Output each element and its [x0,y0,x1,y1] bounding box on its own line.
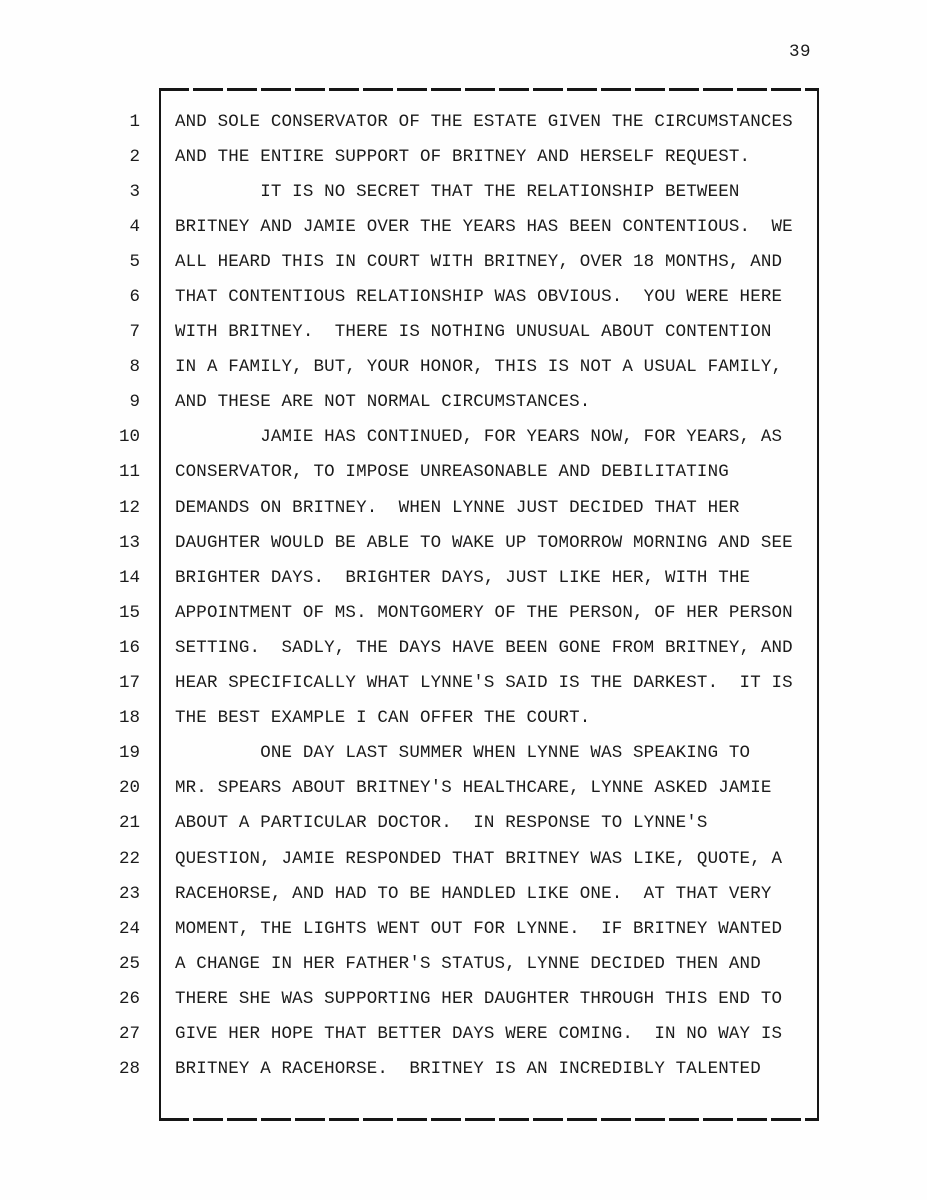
line-text: ONE DAY LAST SUMMER WHEN LYNNE WAS SPEAKING TO [175,743,751,764]
transcript-line [96,385,856,420]
line-text: BRITNEY AND JAMIE OVER THE YEARS HAS BEEN CONTENTIOUS. WE [175,216,793,237]
line-text: SETTING. SADLY, THE DAYS HAVE BEEN GONE FROM BRITNEY, AND [175,637,793,658]
transcript-line [96,104,856,139]
transcript-line [96,876,856,911]
line-text: IT IS NO SECRET THAT THE RELATIONSHIP BETWEEN [175,181,740,202]
transcript-line [96,806,856,841]
line-number: 10 [118,427,140,448]
box-bottom-rule [159,1118,819,1121]
line-text: MR. SPEARS ABOUT BRITNEY'S HEALTHCARE, LYNNE ASKED JAMIE [175,778,772,799]
line-text: BRIGHTER DAYS. BRIGHTER DAYS, JUST LIKE HER, WITH THE [175,567,751,588]
line-text: APPOINTMENT OF MS. MONTGOMERY OF THE PERSON, OF HER PERSON [175,602,793,623]
transcript-line [96,841,856,876]
line-number: 17 [118,673,140,694]
line-number: 8 [129,357,140,378]
line-number: 7 [129,322,140,343]
transcript-line [96,279,856,314]
line-number: 22 [118,848,140,869]
line-text: DEMANDS ON BRITNEY. WHEN LYNNE JUST DECIDED THAT HER [175,497,740,518]
page-number: 39 [788,42,811,62]
line-number: 13 [118,532,140,553]
transcript-line [96,139,856,174]
line-number: 28 [118,1059,140,1080]
transcript-line [96,525,856,560]
transcript-line [96,1016,856,1051]
line-number: 9 [129,392,140,413]
line-text: BRITNEY A RACEHORSE. BRITNEY IS AN INCREDIBLY TALENTED [175,1059,761,1080]
line-text: RACEHORSE, AND HAD TO BE HANDLED LIKE ONE. AT THAT VERY [175,883,772,904]
transcript-line [96,315,856,350]
line-number: 24 [118,918,140,939]
line-text: DAUGHTER WOULD BE ABLE TO WAKE UP TOMORROW MORNING AND SEE [175,532,793,553]
transcript-line [96,595,856,630]
line-text: GIVE HER HOPE THAT BETTER DAYS WERE COMING. IN NO WAY IS [175,1023,783,1044]
line-number: 14 [118,567,140,588]
line-number: 23 [118,883,140,904]
transcript-line [96,350,856,385]
line-text: CONSERVATOR, TO IMPOSE UNREASONABLE AND DEBILITATING [175,462,729,483]
line-text: QUESTION, JAMIE RESPONDED THAT BRITNEY WAS LIKE, QUOTE, A [175,848,783,869]
line-number: 3 [129,181,140,202]
line-number: 5 [129,251,140,272]
transcript-line [96,209,856,244]
line-text: A CHANGE IN HER FATHER'S STATUS, LYNNE DECIDED THEN AND [175,953,761,974]
transcript-line [96,174,856,209]
transcript-line [96,911,856,946]
transcript-line [96,981,856,1016]
transcript-line [96,666,856,701]
transcript-lines [96,104,856,1087]
line-text: THAT CONTENTIOUS RELATIONSHIP WAS OBVIOUS. YOU WERE HERE [175,287,783,308]
transcript-line [96,455,856,490]
line-text: ALL HEARD THIS IN COURT WITH BRITNEY, OVER 18 MONTHS, AND [175,251,783,272]
line-text: THERE SHE WAS SUPPORTING HER DAUGHTER THROUGH THIS END TO [175,988,783,1009]
line-number: 27 [118,1023,140,1044]
line-text: JAMIE HAS CONTINUED, FOR YEARS NOW, FOR YEARS, AS [175,427,783,448]
line-number: 26 [118,988,140,1009]
line-number: 2 [129,146,140,167]
line-text: AND SOLE CONSERVATOR OF THE ESTATE GIVEN THE CIRCUMSTANCES [175,111,793,132]
line-number: 25 [118,953,140,974]
transcript-line [96,244,856,279]
transcript-line [96,771,856,806]
transcript-line [96,630,856,665]
line-number: 4 [129,216,140,237]
line-number: 1 [129,111,140,132]
line-number: 18 [118,708,140,729]
transcript-line [96,946,856,981]
transcript-line [96,701,856,736]
transcript-line [96,1052,856,1087]
line-number: 11 [118,462,140,483]
line-text: AND THESE ARE NOT NORMAL CIRCUMSTANCES. [175,392,591,413]
line-number: 15 [118,602,140,623]
line-text: ABOUT A PARTICULAR DOCTOR. IN RESPONSE TO LYNNE'S [175,813,708,834]
line-text: THE BEST EXAMPLE I CAN OFFER THE COURT. [175,708,591,729]
line-number: 12 [118,497,140,518]
box-top-rule [159,88,819,91]
line-text: IN A FAMILY, BUT, YOUR HONOR, THIS IS NOT A USUAL FAMILY, [175,357,783,378]
line-number: 21 [118,813,140,834]
transcript-line [96,560,856,595]
line-text: HEAR SPECIFICALLY WHAT LYNNE'S SAID IS THE DARKEST. IT IS [175,673,793,694]
line-number: 19 [118,743,140,764]
line-text: WITH BRITNEY. THERE IS NOTHING UNUSUAL ABOUT CONTENTION [175,322,772,343]
line-text: MOMENT, THE LIGHTS WENT OUT FOR LYNNE. IF BRITNEY WANTED [175,918,783,939]
transcript-line [96,490,856,525]
line-number: 6 [129,287,140,308]
line-number: 20 [118,778,140,799]
transcript-line [96,736,856,771]
transcript-line [96,420,856,455]
line-text: AND THE ENTIRE SUPPORT OF BRITNEY AND HERSELF REQUEST. [175,146,751,167]
line-number: 16 [118,637,140,658]
